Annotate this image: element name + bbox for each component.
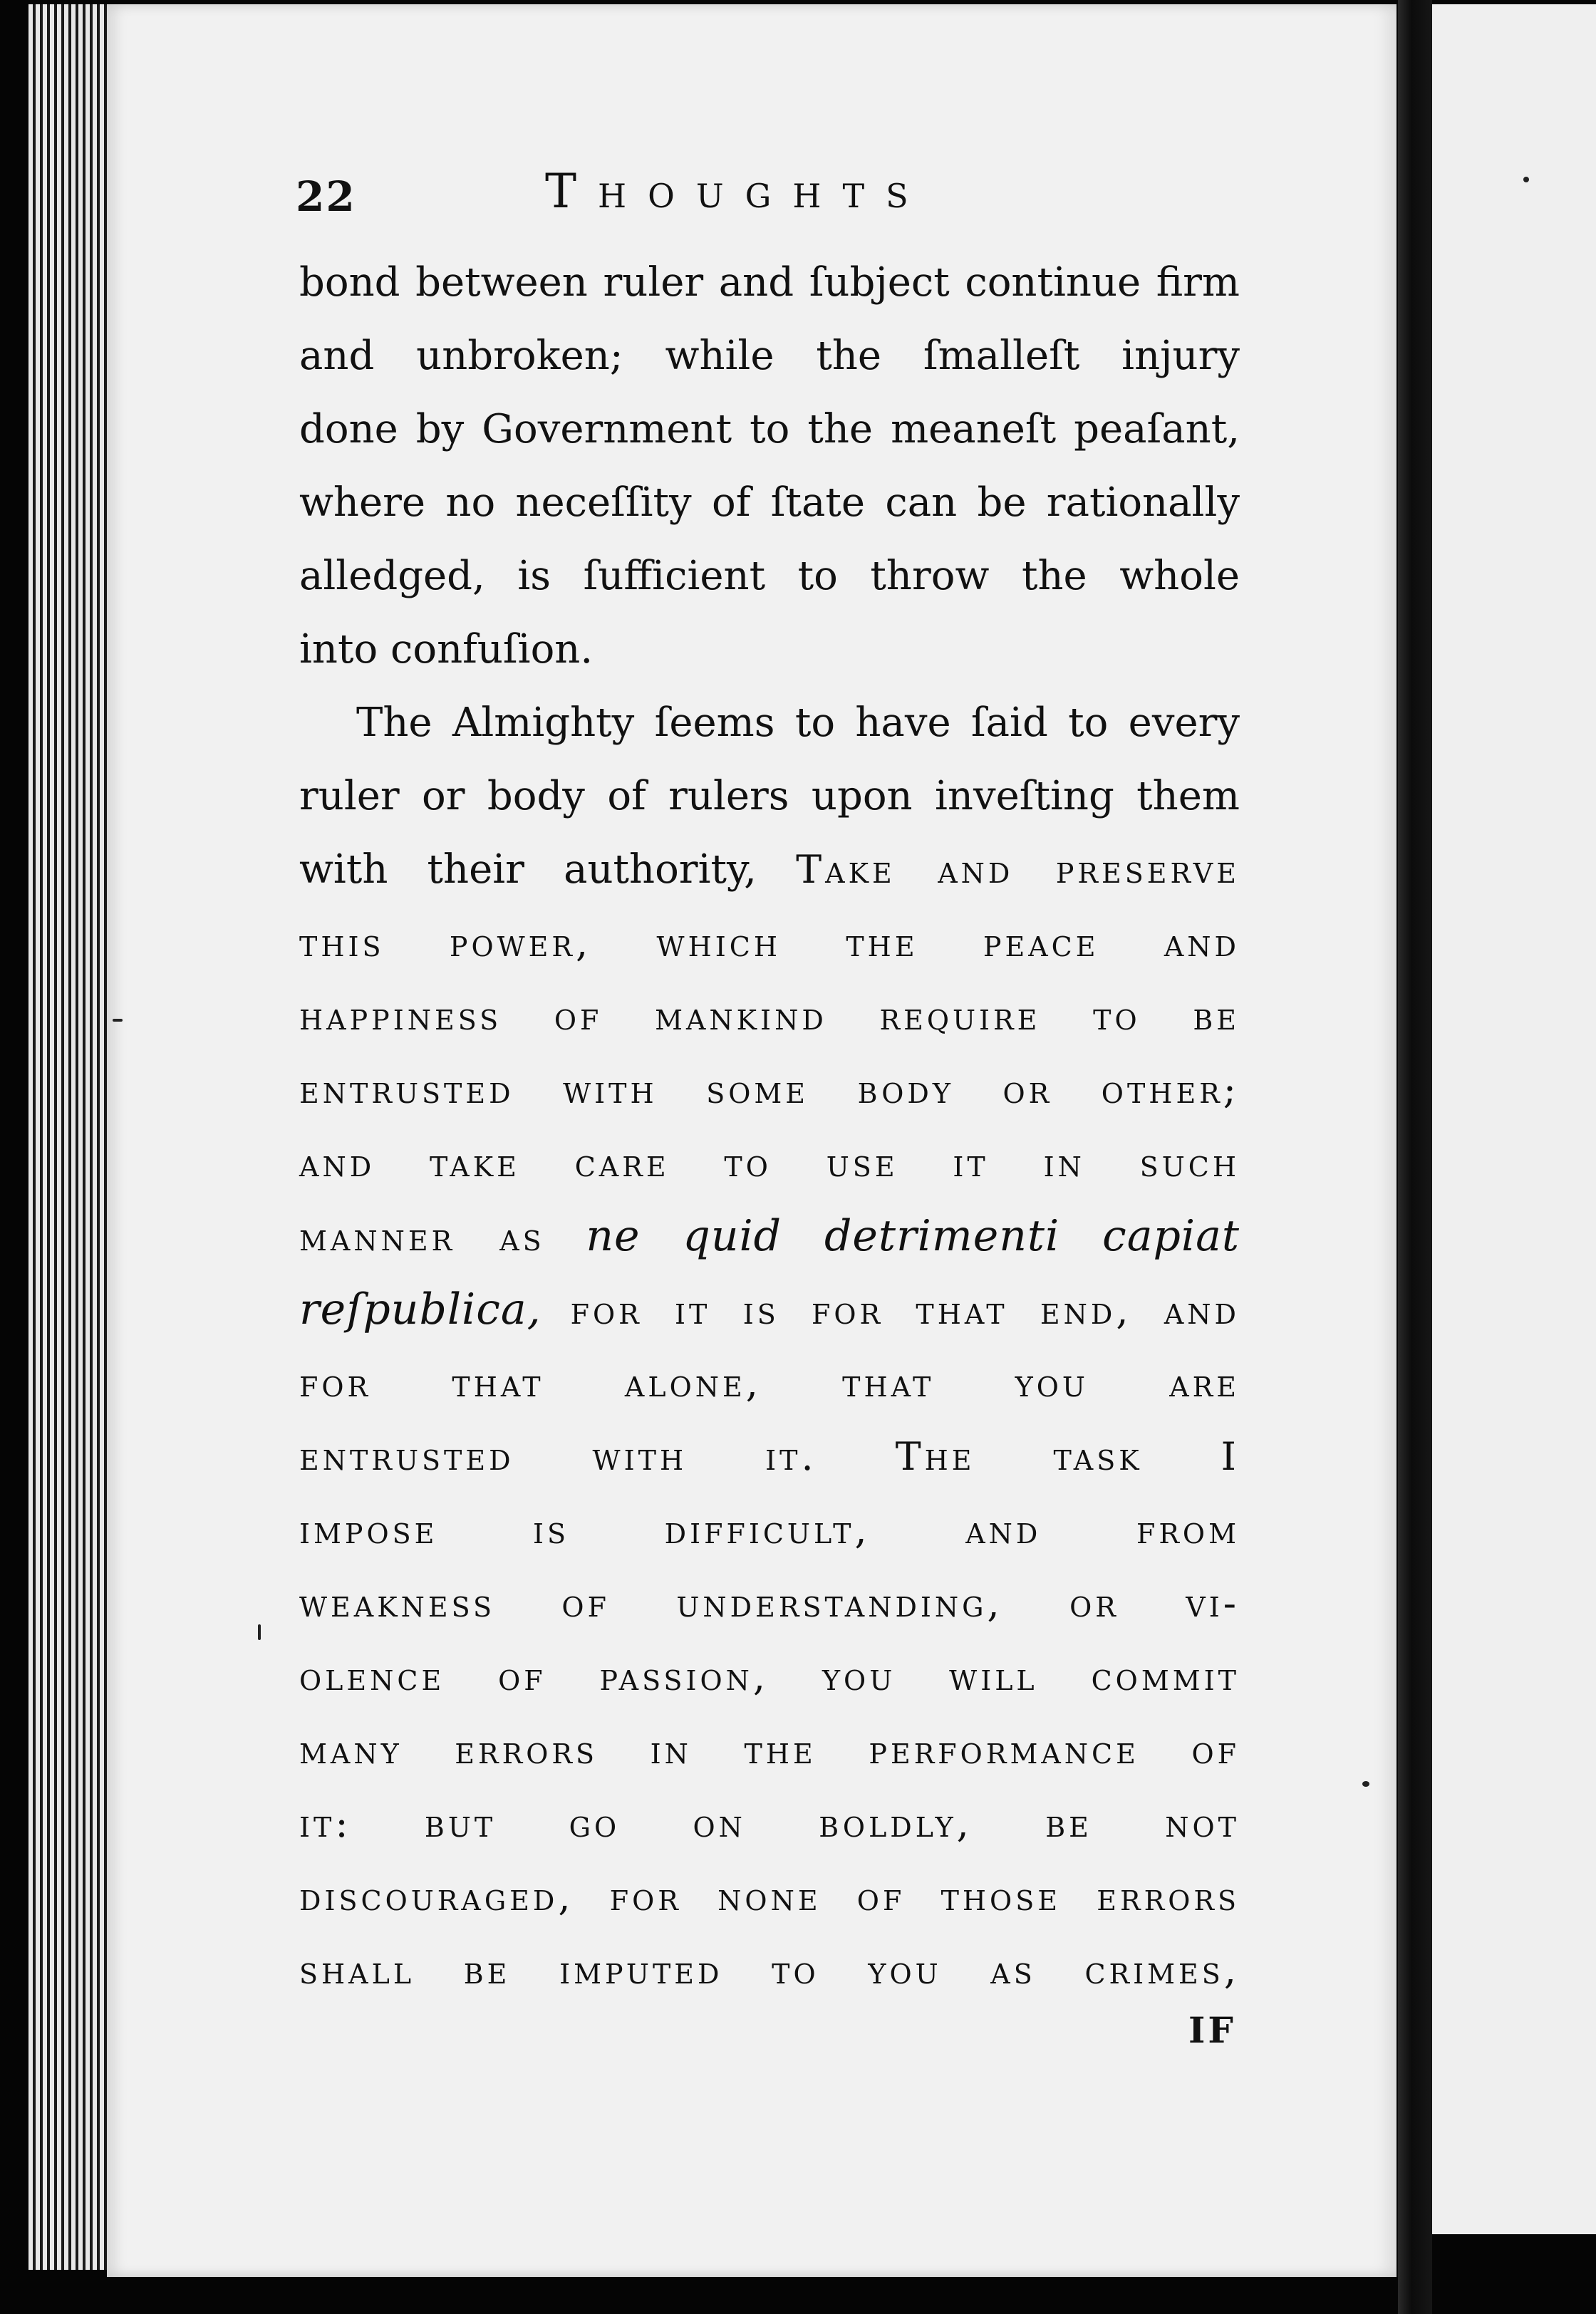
text-line: entrusted with some body or other; bbox=[299, 1067, 1240, 1112]
small-caps-run: Take and preserve bbox=[796, 847, 1240, 892]
text-line: where no neceſſity of ſtate can be rationally bbox=[299, 479, 1240, 526]
text-line: many errors in the performance of bbox=[299, 1728, 1240, 1773]
text-line: The Almighty ſeems to have ſaid to every bbox=[356, 700, 1240, 746]
italic-run: ne quid detrimenti capiat bbox=[586, 1211, 1240, 1261]
catchword: IF bbox=[1188, 2009, 1236, 2051]
text-line: ruler or body of rulers upon inveſting them bbox=[299, 773, 1240, 819]
text-line: impose is difficult, and from bbox=[299, 1508, 1240, 1552]
running-head: Thoughts bbox=[545, 164, 930, 219]
ink-speck bbox=[258, 1624, 261, 1640]
text-line: olence of passion, you will commit bbox=[299, 1654, 1240, 1699]
page-number: 22 bbox=[296, 172, 356, 221]
book-gutter bbox=[1398, 0, 1432, 2314]
text-line: this power, which the peace and bbox=[299, 920, 1240, 965]
ink-speck bbox=[113, 1019, 123, 1022]
text-line: shall be imputed to you as crimes, bbox=[299, 1948, 1240, 1993]
text-line: into confuſion. bbox=[299, 626, 594, 673]
ink-speck bbox=[1362, 1781, 1369, 1787]
text-line: happiness of mankind require to be bbox=[299, 994, 1240, 1039]
text-line: for that alone, that you are bbox=[299, 1361, 1240, 1406]
text-line: weakness of understanding, or vi- bbox=[299, 1581, 1240, 1626]
text-line bbox=[299, 1273, 1240, 1347]
small-caps-run: for it is for that end, and bbox=[570, 1288, 1240, 1333]
text-line: discouraged, for none of those errors bbox=[299, 1874, 1240, 1919]
text-line: alledged, is ſufficient to throw the whole bbox=[299, 553, 1240, 599]
text-line bbox=[299, 833, 1240, 906]
text-line bbox=[299, 1200, 1240, 1273]
body-text bbox=[299, 246, 1240, 2007]
facing-page bbox=[1432, 4, 1596, 2234]
page-header bbox=[296, 164, 1008, 228]
text-line: and take care to use it in such bbox=[299, 1141, 1240, 1185]
text-line: it: but go on boldly, be not bbox=[299, 1801, 1240, 1846]
page-edges bbox=[28, 4, 114, 2270]
italic-run: reſpublica, bbox=[299, 1285, 542, 1334]
text-run: with their authority, bbox=[299, 846, 757, 893]
text-line: done by Government to the meaneſt peaſant, bbox=[299, 406, 1240, 452]
small-caps-run: manner as bbox=[299, 1215, 545, 1260]
text-line: bond between ruler and ſubject continue firm bbox=[299, 259, 1240, 306]
ink-speck bbox=[1523, 177, 1529, 182]
text-line: entrusted with it. The task I bbox=[299, 1434, 1240, 1479]
text-line: and unbroken; while the ſmalleſt injury bbox=[299, 333, 1240, 379]
